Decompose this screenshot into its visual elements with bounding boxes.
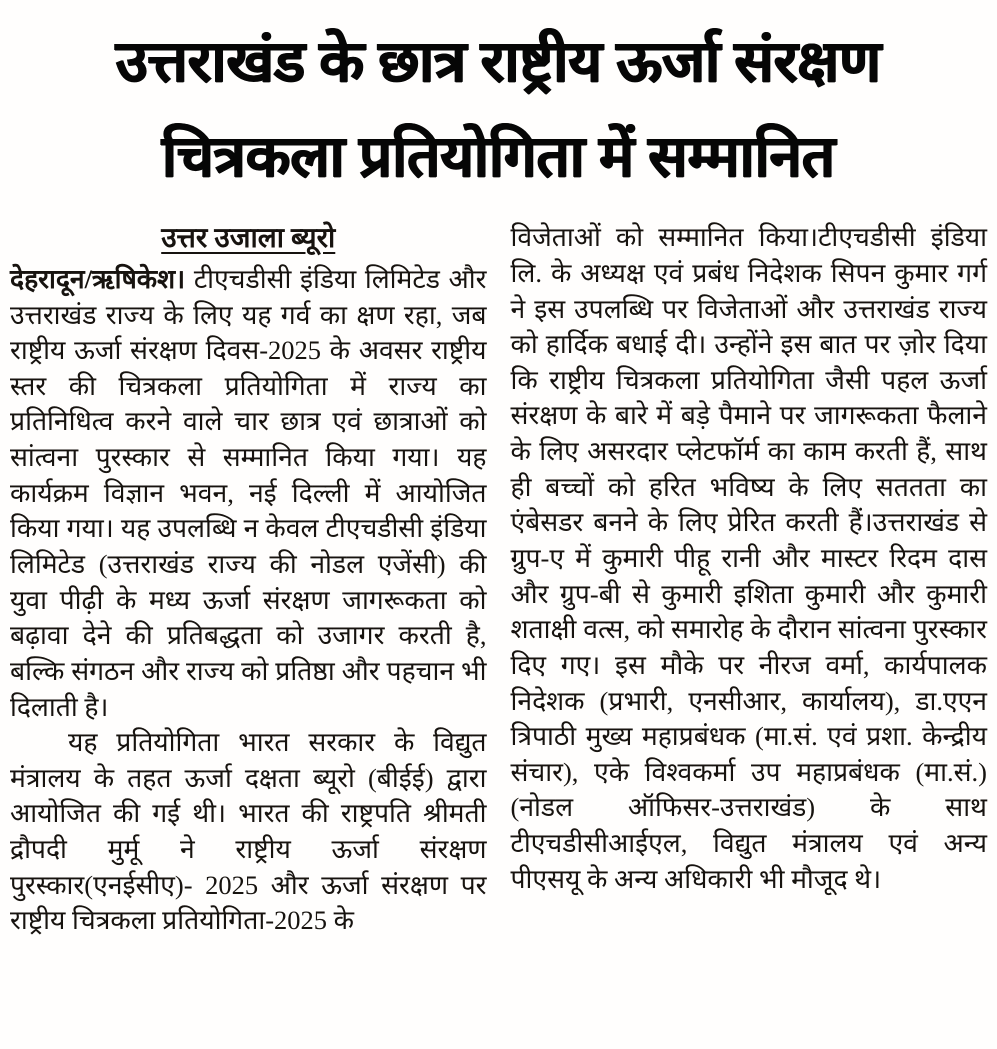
article-body: [0, 214, 997, 939]
paragraph-continuation: विजेताओं को सम्मानित किया।टीएचडीसी इंडिया लि. के अध्यक्ष एवं प्रबंध निदेशक सिपन कुमार गर्ग ने इस उपलब्धि पर विजेताओं और उत्तराखंड राज्य को हार्दिक बधाई दी। उन्होंने इस बात पर ज़ोर दिया कि राष्ट्रीय चित्रकला प्रतियोगिता जैसी पहल ऊर्जा संरक्षण के बारे में बड़े पैमाने पर जागरूकता फैलाने के लिए असरदार प्लेटफॉर्म का काम करती हैं, साथ ही बच्चों को हरित भविष्य के लिए सततता का एंबेसडर बनने के लिए प्रेरित करती हैं।उत्तराखंड से ग्रुप-ए में कुमारी पीहू रानी और मास्टर रिदम दास और ग्रुप-बी से कुमारी इशिता कुमारी और कुमारी शताक्षी वत्स, को समारोह के दौरान सांत्वना पुरस्कार दिए गए। इस मौके पर नीरज वर्मा, कार्यपालक निदेशक (प्रभारी, एनसीआर, कार्यालय), डा.एएन त्रिपाठी मुख्य महाप्रबंधक (मा.सं. एवं प्रशा. केन्द्रीय संचार), एके विश्वकर्मा उप महाप्रबंधक (मा.सं.) (नोडल ऑफिसर-उत्तराखंड) के साथ टीएचडीसीआईएल, विद्युत मंत्रालय एवं अन्य पीएसयू के अन्य अधिकारी भी मौजूद थे।: [510, 222, 987, 894]
paragraph-lead-text: टीएचडीसी इंडिया लिमिटेड और उत्तराखंड राज्य के लिए यह गर्व का क्षण रहा, जब राष्ट्रीय ऊर्जा संरक्षण दिवस-2025 के अवसर राष्ट्रीय स्तर की चित्रकला प्रतियोगिता में राज्य का प्रतिनिधित्व करने वाले चार छात्र एवं छात्राओं को सांत्वना पुरस्कार से सम्मानित किया गया। यह कार्यक्रम विज्ञान भवन, नई दिल्ली में आयोजित किया गया। यह उपलब्धि न केवल टीएचडीसी इंडिया लिमिटेड (उत्तराखंड राज्य की नोडल एजेंसी) की युवा पीढ़ी के मध्य ऊर्जा संरक्षण जागरूकता को बढ़ावा देने की प्रतिबद्धता को उजागर करती है, बल्कि संगठन और राज्य को प्रतिष्ठा और पहचान भी दिलाती है।: [10, 263, 487, 722]
paragraph-lead: [10, 262, 487, 725]
headline-line-1: उत्तराखंड के छात्र राष्ट्रीय ऊर्जा संरक्षण: [115, 29, 882, 94]
byline-text: उत्तर उजाला ब्यूरो: [161, 223, 336, 255]
byline: [10, 220, 487, 258]
paragraph-second: यह प्रतियोगिता भारत सरकार के विद्युत मंत्रालय के तहत ऊर्जा दक्षता ब्यूरो (बीईई) द्वारा आयोजित की गई थी। भारत की राष्ट्रपति श्रीमती द्रौपदी मुर्मू ने राष्ट्रीय ऊर्जा संरक्षण पुरस्कार(एनईसीए)- 2025 और ऊर्जा संरक्षण पर राष्ट्रीय चित्रकला प्रतियोगिता-2025 के: [10, 727, 487, 936]
dateline: देहरादून/ऋषिकेश।: [10, 263, 186, 294]
article-headline: [0, 0, 997, 214]
column-left: [10, 220, 487, 939]
column-right: [511, 220, 988, 939]
headline-line-2: चित्रकला प्रतियोगिता में सम्मानित: [162, 124, 835, 190]
